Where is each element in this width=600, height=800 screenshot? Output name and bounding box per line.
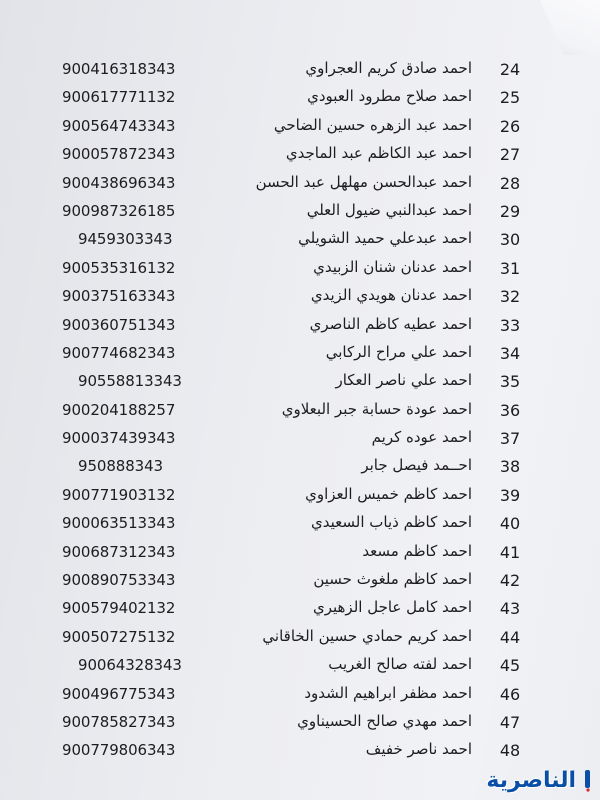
- list-row: [0, 257, 600, 285]
- person-name: احمد عبد الزهره حسين الضاحي: [273, 115, 472, 134]
- row-number: 30: [499, 230, 521, 250]
- list-row: [0, 569, 600, 597]
- row-number: 32: [499, 287, 521, 307]
- person-name: احمد عبد الكاظم عبد الماجدي: [285, 144, 472, 163]
- list-row: [0, 200, 600, 228]
- row-number: 48: [499, 741, 521, 761]
- name-list: [0, 58, 600, 768]
- row-number: 35: [499, 372, 521, 392]
- person-name: احــمد فيصل جابر: [361, 456, 472, 475]
- logo-text: الناصرية: [486, 767, 576, 793]
- phone-number: 900779806343: [62, 741, 176, 760]
- row-number: 34: [499, 343, 521, 363]
- row-number: 40: [499, 514, 521, 534]
- person-name: احمد كريم حمادي حسين الخاقاني: [262, 626, 472, 645]
- phone-number: 900375163343: [62, 287, 176, 306]
- person-name: احمد مهدي صالح الحسيناوي: [297, 711, 472, 730]
- phone-number: 90558813343: [78, 372, 182, 391]
- phone-number: 900360751343: [62, 315, 176, 334]
- person-name: احمد عدنان هويدي الزيدي: [310, 286, 472, 305]
- list-row: [0, 711, 600, 739]
- phone-number: 900774682343: [62, 343, 176, 362]
- row-number: 37: [499, 429, 521, 449]
- phone-number: 900204188257: [62, 400, 176, 419]
- person-name: احمد ناصر خفيف: [365, 740, 472, 759]
- row-number: 31: [499, 258, 521, 278]
- person-name: احمد علي ناصر العكار: [335, 371, 472, 390]
- person-name: احمد مظفر ابراهيم الشدود: [304, 683, 472, 702]
- row-number: 47: [499, 712, 521, 732]
- phone-number: 900535316132: [62, 258, 176, 277]
- phone-number: 900037439343: [62, 429, 176, 448]
- person-name: احمد لفته صالح الغريب: [328, 655, 472, 674]
- list-row: [0, 143, 600, 171]
- person-name: احمد صادق كريم العجراوي: [305, 59, 472, 77]
- list-row: [0, 172, 600, 200]
- row-number: 25: [499, 88, 521, 108]
- person-name: احمد عبدالنبي ضيول العلي: [306, 200, 472, 219]
- person-name: احمد عطيه كاظم الناصري: [309, 314, 472, 333]
- list-row: [0, 626, 600, 654]
- list-row: [0, 484, 600, 512]
- list-row: [0, 58, 600, 86]
- person-name: احمد كاظم مسعد: [362, 541, 472, 560]
- list-row: [0, 342, 600, 370]
- person-name: احمد كاظم ذياب السعيدي: [311, 513, 472, 532]
- phone-number: 900507275132: [62, 627, 176, 646]
- row-number: 27: [499, 145, 521, 165]
- list-row: [0, 115, 600, 143]
- list-row: [0, 86, 600, 114]
- list-row: [0, 455, 600, 483]
- row-number: 24: [499, 60, 521, 79]
- list-row: [0, 399, 600, 427]
- phone-number: 9459303343: [78, 230, 173, 249]
- list-row: [0, 314, 600, 342]
- phone-number: 90064328343: [78, 656, 182, 675]
- row-number: 41: [499, 542, 521, 562]
- watermark-logo: [458, 764, 596, 796]
- row-number: 46: [499, 684, 521, 704]
- list-row: [0, 285, 600, 313]
- phone-number: 900890753343: [62, 571, 176, 590]
- person-name: احمد عبدالحسن مهلهل عبد الحسن: [255, 172, 472, 191]
- list-row: [0, 427, 600, 455]
- phone-number: 950888343: [78, 457, 163, 476]
- list-row: [0, 654, 600, 682]
- phone-number: 900785827343: [62, 712, 176, 731]
- list-row: [0, 683, 600, 711]
- person-name: احمد صلاح مطرود العبودي: [307, 87, 472, 106]
- row-number: 26: [499, 116, 521, 136]
- person-name: احمد عبدعلي حميد الشويلي: [298, 229, 472, 248]
- page-fold: [540, 0, 600, 55]
- row-number: 33: [499, 315, 521, 335]
- phone-number: 900617771132: [62, 88, 176, 107]
- list-row: [0, 228, 600, 256]
- row-number: 44: [499, 627, 521, 647]
- row-number: 28: [499, 173, 521, 193]
- list-row: [0, 370, 600, 398]
- list-row: [0, 597, 600, 625]
- list-row: [0, 541, 600, 569]
- phone-number: 900416318343: [62, 60, 176, 78]
- person-name: احمد علي مراح الركابي: [325, 342, 472, 361]
- row-number: 45: [499, 656, 521, 676]
- phone-number: 900987326185: [62, 201, 176, 220]
- logo-mark-icon: [580, 768, 596, 792]
- phone-number: 900063513343: [62, 514, 176, 533]
- row-number: 36: [499, 400, 521, 420]
- list-row: [0, 512, 600, 540]
- phone-number: 900579402132: [62, 599, 176, 618]
- row-number: 42: [499, 571, 521, 591]
- row-number: 38: [499, 457, 521, 477]
- row-number: 39: [499, 485, 521, 505]
- phone-number: 900771903132: [62, 485, 176, 504]
- phone-number: 900496775343: [62, 684, 176, 703]
- phone-number: 900057872343: [62, 145, 176, 164]
- person-name: احمد كاظم ملغوث حسين: [313, 570, 472, 589]
- person-name: احمد عودة حسابة جبر البعلاوي: [281, 399, 472, 418]
- row-number: 29: [499, 201, 521, 221]
- person-name: احمد عدنان شنان الزبيدي: [313, 257, 472, 276]
- person-name: احمد كاظم خميس العزاوي: [305, 484, 472, 503]
- phone-number: 900564743343: [62, 116, 176, 135]
- person-name: احمد عوده كريم: [371, 428, 472, 447]
- person-name: احمد كامل عاجل الزهيري: [312, 598, 472, 617]
- phone-number: 900438696343: [62, 173, 176, 192]
- phone-number: 900687312343: [62, 542, 176, 561]
- row-number: 43: [499, 599, 521, 619]
